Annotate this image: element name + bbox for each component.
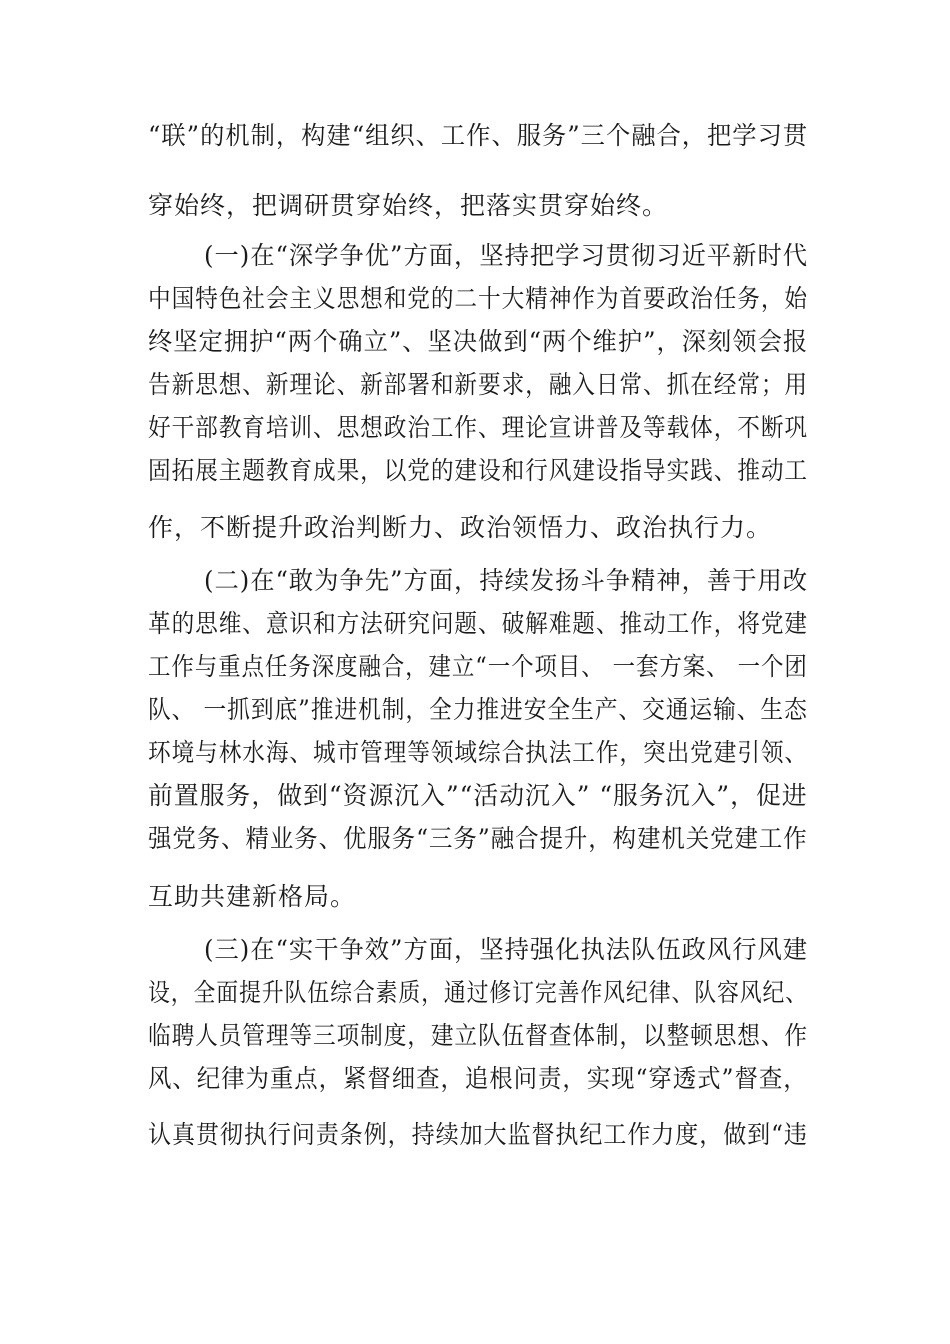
text-line: 设，全面提升队伍综合素质，通过修订完善作风纪律、队容风纪、 [148, 978, 809, 1007]
paragraph-1-start: (一)在“深学争优”方面，坚持把学习贯彻习近平新时代 [204, 241, 809, 270]
paragraph-2-start: (二)在“敢为争先”方面，持续发扬斗争精神，善于用改 [204, 566, 809, 595]
paragraph-3-start: (三)在“实干争效”方面，坚持强化执法队伍政风行风建 [204, 935, 809, 964]
text-line: 中国特色社会主义思想和党的二十大精神作为首要政治任务，始 [148, 284, 809, 313]
text-line: 终坚定拥护“两个确立”、坚决做到“两个维护”，深刻领会报 [148, 327, 809, 356]
text-line: 前置服务，做到“资源沉入”“活动沉入” “服务沉入”，促进 [148, 781, 808, 810]
text-line: 临聘人员管理等三项制度，建立队伍督查体制，以整顿思想、作 [148, 1021, 809, 1050]
text-line: 认真贯彻执行问责条例，持续加大监督执纪工作力度，做到“违 [148, 1120, 808, 1149]
text-line: 工作与重点任务深度融合，建立“一个项目、 一套方案、 一个团 [148, 652, 808, 681]
text-line: 好干部教育培训、思想政治工作、理论宣讲普及等载体，不断巩 [148, 413, 809, 442]
text-line: 队、 一抓到底”推进机制，全力推进安全生产、交通运输、生态 [148, 695, 808, 724]
text-line: 告新思想、新理论、新部署和新要求，融入日常、抓在经常；用 [148, 370, 809, 399]
text-line: 作，不断提升政治判断力、政治领悟力、政治执行力。 [148, 513, 773, 542]
text-line: 固拓展主题教育成果，以党的建设和行风建设指导实践、推动工 [148, 456, 809, 485]
text-line: 革的思维、意识和方法研究问题、破解难题、推动工作，将党建 [148, 609, 809, 638]
text-line: 风、纪律为重点，紧督细查，追根问责，实现“穿透式”督查， [148, 1064, 808, 1093]
text-line: “联”的机制，构建“组织、工作、服务”三个融合，把学习贯 [148, 121, 809, 150]
text-line: 强党务、精业务、优服务“三务”融合提升，构建机关党建工作 [148, 824, 808, 853]
text-line: 环境与林水海、城市管理等领域综合执法工作，突出党建引领、 [148, 738, 809, 767]
text-line: 穿始终，把调研贯穿始终，把落实贯穿始终。 [148, 191, 669, 220]
text-line: 互助共建新格局。 [148, 882, 357, 911]
